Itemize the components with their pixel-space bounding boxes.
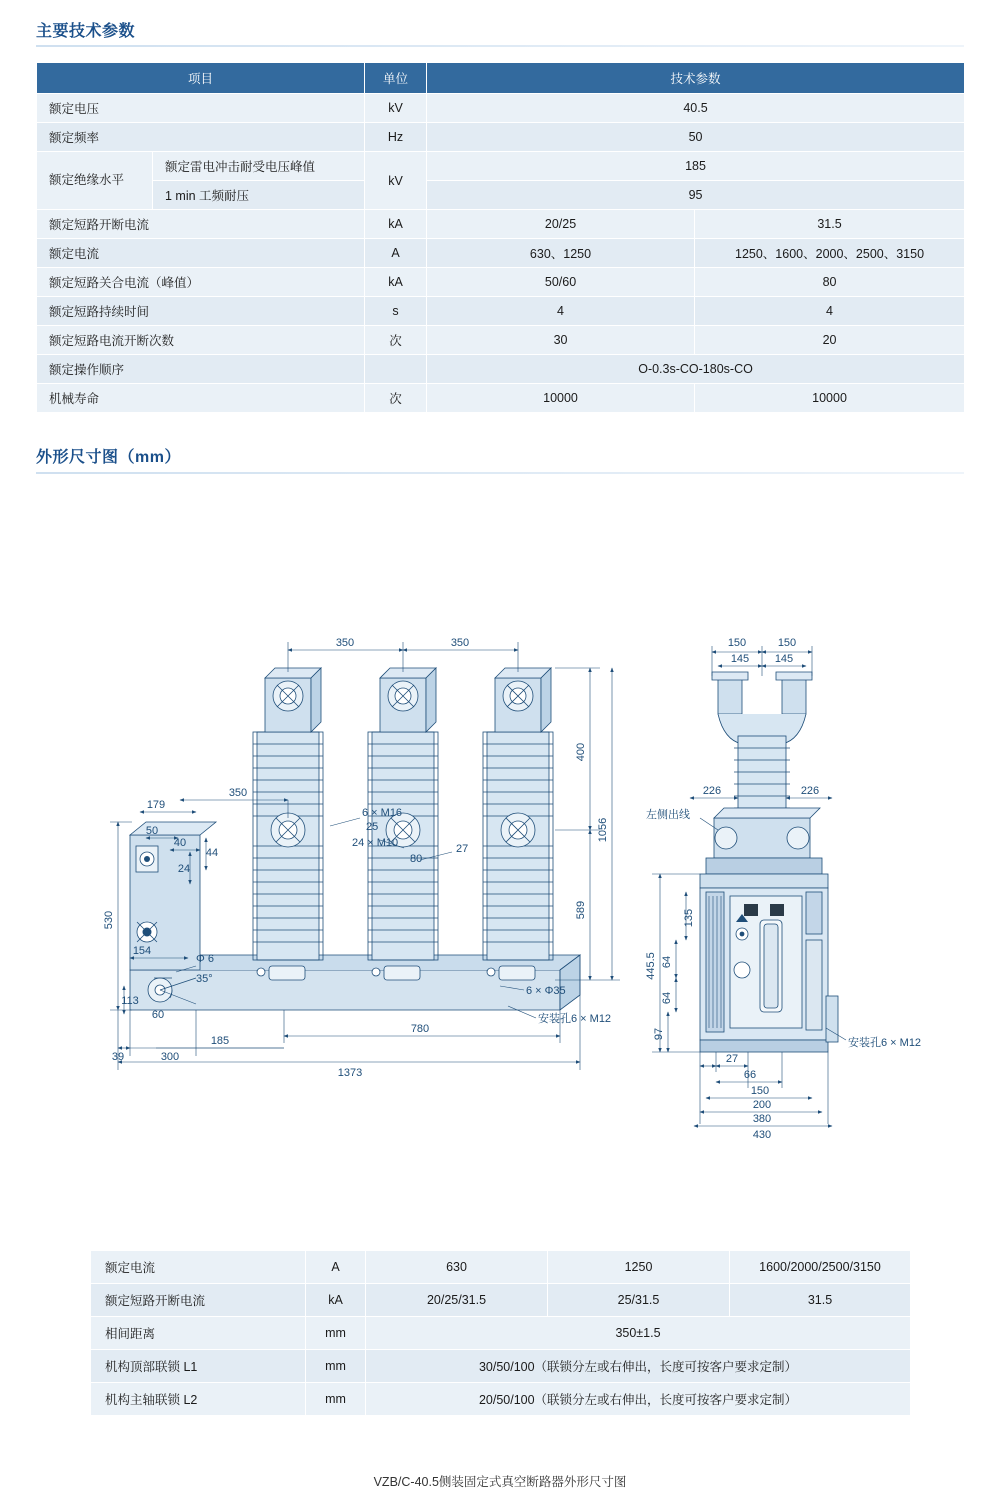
row-label: 额定短路开断电流 xyxy=(37,210,365,239)
row-value: 40.5 xyxy=(427,94,965,123)
row-unit: mm xyxy=(306,1350,366,1383)
row-unit: A xyxy=(306,1251,366,1284)
table-row xyxy=(37,239,965,268)
dim-154: 154 xyxy=(132,945,152,957)
dim-113: 113 xyxy=(121,995,139,1007)
row-label: 额定电流 xyxy=(37,239,365,268)
row-value-2: 20 xyxy=(695,326,965,355)
table-row xyxy=(37,297,965,326)
row-label: 额定电压 xyxy=(37,94,365,123)
row-unit: 次 xyxy=(365,384,427,413)
dim-64-a: 64 xyxy=(661,955,673,969)
row-unit: kA xyxy=(306,1284,366,1317)
dim-80: 80 xyxy=(410,853,423,865)
row-value: 20/50/100（联锁分左或右伸出，长度可按客户要求定制） xyxy=(366,1383,911,1416)
dim-50: 50 xyxy=(145,825,159,837)
row-label: 相间距离 xyxy=(91,1317,306,1350)
dim-185: 185 xyxy=(210,1035,230,1047)
figure-caption: VZB/C-40.5侧装固定式真空断路器外形尺寸图 xyxy=(373,1475,627,1489)
row-value: 185 xyxy=(427,152,965,181)
dim-145-b: 145 xyxy=(774,653,794,665)
page-title-dimensions: 外形尺寸图（mm） xyxy=(36,449,181,466)
dim-40: 40 xyxy=(173,837,187,849)
dim-300: 300 xyxy=(160,1051,180,1063)
row-unit: 次 xyxy=(365,326,427,355)
row-unit: s xyxy=(365,297,427,326)
dim-400: 400 xyxy=(575,742,587,762)
dim-27-side: 27 xyxy=(725,1053,739,1065)
table-row xyxy=(91,1284,911,1317)
dim-380: 380 xyxy=(752,1113,772,1125)
dim-200: 200 xyxy=(752,1099,772,1111)
dim-150-c: 150 xyxy=(750,1085,770,1097)
row-label: 额定短路开断电流 xyxy=(91,1284,306,1317)
row-label: 额定短路持续时间 xyxy=(37,297,365,326)
dim-60: 60 xyxy=(151,1009,165,1021)
row-unit: A xyxy=(365,239,427,268)
dim-530: 530 xyxy=(103,910,115,930)
row-value-1: 20/25/31.5 xyxy=(366,1284,548,1317)
dim-6xm16: 6 × M16 xyxy=(362,807,403,819)
row-unit: kV xyxy=(365,94,427,123)
row-value-2: 1250 xyxy=(548,1251,730,1284)
dim-44: 44 xyxy=(205,847,219,859)
table-row xyxy=(37,210,965,239)
row-value-2: 4 xyxy=(695,297,965,326)
row-value-2: 25/31.5 xyxy=(548,1284,730,1317)
dim-150-a: 150 xyxy=(727,637,747,649)
row-sublabel: 1 min 工频耐压 xyxy=(153,181,365,210)
row-label: 额定电流 xyxy=(91,1251,306,1284)
dimension-drawing xyxy=(0,500,1000,1230)
dim-39: 39 xyxy=(111,1051,125,1063)
row-unit: Hz xyxy=(365,123,427,152)
current-rating-table xyxy=(90,1250,911,1416)
row-unit: mm xyxy=(306,1317,366,1350)
drawing-svg xyxy=(0,500,1000,1230)
row-label: 额定短路关合电流（峰值） xyxy=(37,268,365,297)
dim-350-a: 350 xyxy=(335,637,355,649)
spec-table xyxy=(36,62,965,413)
row-value-2: 1250、1600、2000、2500、3150 xyxy=(695,239,965,268)
row-unit xyxy=(365,355,427,384)
dim-589: 589 xyxy=(575,900,587,920)
dim-64-b: 64 xyxy=(661,991,673,1005)
table-row xyxy=(37,123,965,152)
table-row xyxy=(37,326,965,355)
row-label: 额定操作顺序 xyxy=(37,355,365,384)
row-value-3: 31.5 xyxy=(730,1284,911,1317)
row-value: 350±1.5 xyxy=(366,1317,911,1350)
dim-179: 179 xyxy=(146,799,166,811)
row-value: 95 xyxy=(427,181,965,210)
row-value-1: 30 xyxy=(427,326,695,355)
dim-145-a: 145 xyxy=(730,653,750,665)
row-sublabel: 额定雷电冲击耐受电压峰值 xyxy=(153,152,365,181)
col-unit: 单位 xyxy=(365,63,427,94)
table-row xyxy=(37,355,965,384)
row-label: 机械寿命 xyxy=(37,384,365,413)
dim-350-c: 350 xyxy=(228,787,248,799)
dim-66: 66 xyxy=(743,1069,757,1081)
row-value-1: 630 xyxy=(366,1251,548,1284)
row-value: 50 xyxy=(427,123,965,152)
dim-350-b: 350 xyxy=(450,637,470,649)
row-label: 额定短路电流开断次数 xyxy=(37,326,365,355)
label-mount-holes-side: 安装孔6 × M12 xyxy=(848,1037,922,1049)
dim-25: 25 xyxy=(366,821,379,833)
divider-dimensions xyxy=(36,472,964,474)
dim-1373: 1373 xyxy=(337,1067,363,1079)
row-value-3: 1600/2000/2500/3150 xyxy=(730,1251,911,1284)
dim-430: 430 xyxy=(752,1129,772,1141)
table-row xyxy=(37,384,965,413)
row-unit: kA xyxy=(365,210,427,239)
row-value-1: 50/60 xyxy=(427,268,695,297)
dim-97: 97 xyxy=(653,1027,665,1041)
row-value: 30/50/100（联锁分左或右伸出，长度可按客户要求定制） xyxy=(366,1350,911,1383)
row-unit: kA xyxy=(365,268,427,297)
row-label: 机构顶部联锁 L1 xyxy=(91,1350,306,1383)
row-value-1: 10000 xyxy=(427,384,695,413)
row-label-insulation: 额定绝缘水平 xyxy=(37,152,153,210)
table-row xyxy=(37,268,965,297)
row-unit: kV xyxy=(365,152,427,210)
row-value: O-0.3s-CO-180s-CO xyxy=(427,355,965,384)
label-mount-holes-front: 安装孔6 × M12 xyxy=(538,1013,612,1025)
dim-6xphi35: 6 × Φ35 xyxy=(526,985,566,997)
row-value-1: 4 xyxy=(427,297,695,326)
divider-spec xyxy=(36,45,964,47)
table-row xyxy=(37,94,965,123)
label-left-outlet: 左侧出线 xyxy=(646,809,690,821)
dim-445-5: 445.5 xyxy=(645,952,657,980)
row-value-2: 80 xyxy=(695,268,965,297)
dim-24xm10: 24 × M10 xyxy=(352,837,399,849)
row-label: 机构主轴联锁 L2 xyxy=(91,1383,306,1416)
dim-135: 135 xyxy=(683,908,695,928)
table-row xyxy=(91,1317,911,1350)
dim-24: 24 xyxy=(177,863,191,875)
dim-35deg: 35° xyxy=(196,973,213,985)
row-value-2: 10000 xyxy=(695,384,965,413)
dim-226-b: 226 xyxy=(800,785,820,797)
row-value-1: 630、1250 xyxy=(427,239,695,268)
page-title-spec: 主要技术参数 xyxy=(36,23,136,40)
table-header-row xyxy=(37,63,965,94)
row-unit: mm xyxy=(306,1383,366,1416)
col-item: 项目 xyxy=(37,63,365,94)
row-value-1: 20/25 xyxy=(427,210,695,239)
dim-150-b: 150 xyxy=(777,637,797,649)
dim-226-a: 226 xyxy=(702,785,722,797)
table-row xyxy=(91,1251,911,1284)
dim-1056: 1056 xyxy=(597,817,609,843)
dim-780: 780 xyxy=(410,1023,430,1035)
col-params: 技术参数 xyxy=(427,63,965,94)
table-row xyxy=(37,152,965,181)
dim-phi6: Φ 6 xyxy=(196,953,214,965)
row-value-2: 31.5 xyxy=(695,210,965,239)
dim-27: 27 xyxy=(456,843,469,855)
row-label: 额定频率 xyxy=(37,123,365,152)
table-row xyxy=(37,181,965,210)
table-row xyxy=(91,1350,911,1383)
table-row xyxy=(91,1383,911,1416)
